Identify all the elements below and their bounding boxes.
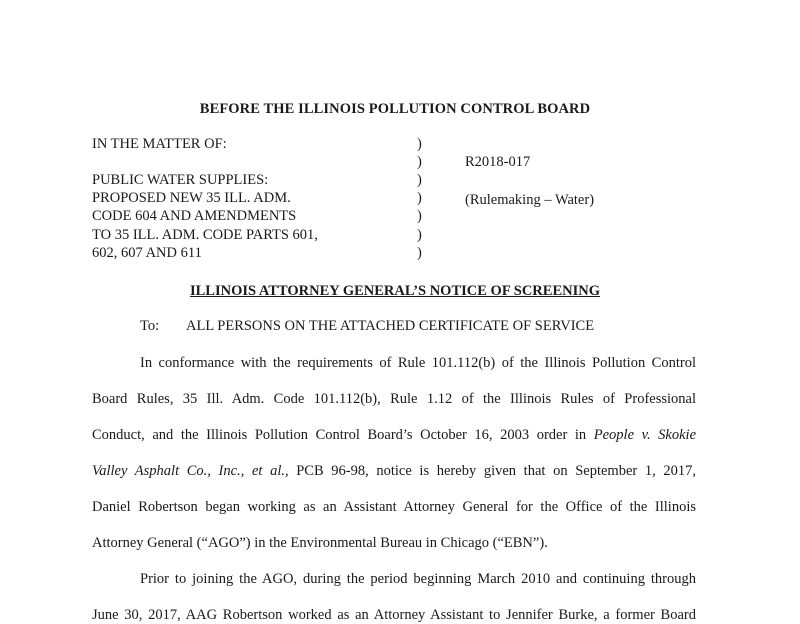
paragraph-2-line-1: Prior to joining the AGO, during the period beginning March 2010 and continuing through [140, 571, 696, 587]
paragraph-1-line-4-text: , PCB 96-98, notice is hereby given that on September 1, 2017, [284, 463, 696, 479]
caption-paren: ) [417, 154, 422, 170]
caption-line-7: 602, 607 AND 611 [92, 245, 202, 261]
caption-paren: ) [417, 208, 422, 224]
docket-number: R2018-017 [465, 154, 531, 170]
paragraph-1-line-3-text: Conduct, and the Illinois Pollution Control Board’s October 16, 2003 order in [92, 427, 594, 443]
caption-paren: ) [417, 190, 422, 206]
paragraph-1-line-1: In conformance with the requirements of Rule 101.112(b) of the Illinois Pollution Control [140, 355, 696, 371]
paragraph-2-line-2: June 30, 2017, AAG Robertson worked as an Attorney Assistant to Jennifer Burke, a former Board [92, 607, 696, 623]
paragraph-1-line-6: Attorney General (“AGO”) in the Environmental Bureau in Chicago (“EBN”). [92, 535, 548, 551]
paragraph-1-line-4 [92, 463, 696, 480]
proceeding-type: (Rulemaking – Water) [465, 192, 595, 208]
to-recipients: ALL PERSONS ON THE ATTACHED CERTIFICATE OF SERVICE [186, 318, 595, 334]
caption-line-3: PUBLIC WATER SUPPLIES: [92, 172, 269, 188]
paragraph-1-line-2: Board Rules, 35 Ill. Adm. Code 101.112(b), Rule 1.12 of the Illinois Rules of Professional [92, 391, 696, 407]
to-label: To: [140, 318, 160, 334]
board-heading: BEFORE THE ILLINOIS POLLUTION CONTROL BOARD [199, 101, 591, 117]
caption-paren: ) [417, 245, 422, 261]
caption-paren: ) [417, 136, 422, 152]
caption-paren: ) [417, 172, 422, 188]
caption-line-4: PROPOSED NEW 35 ILL. ADM. [92, 190, 291, 206]
case-name-part-2: Valley Asphalt Co., Inc., et al. [92, 463, 285, 479]
paragraph-1-line-3 [92, 427, 696, 444]
notice-title: ILLINOIS ATTORNEY GENERAL’S NOTICE OF SCREENING [189, 283, 600, 299]
paragraph-1-line-5: Daniel Robertson began working as an Assistant Attorney General for the Office of the Illinois [92, 499, 696, 515]
caption-paren: ) [417, 227, 422, 243]
caption-line-1: IN THE MATTER OF: [92, 136, 227, 152]
caption-line-6: TO 35 ILL. ADM. CODE PARTS 601, [92, 227, 318, 243]
case-name-part-1: People v. Skokie [593, 427, 697, 443]
caption-line-5: CODE 604 AND AMENDMENTS [92, 208, 297, 224]
